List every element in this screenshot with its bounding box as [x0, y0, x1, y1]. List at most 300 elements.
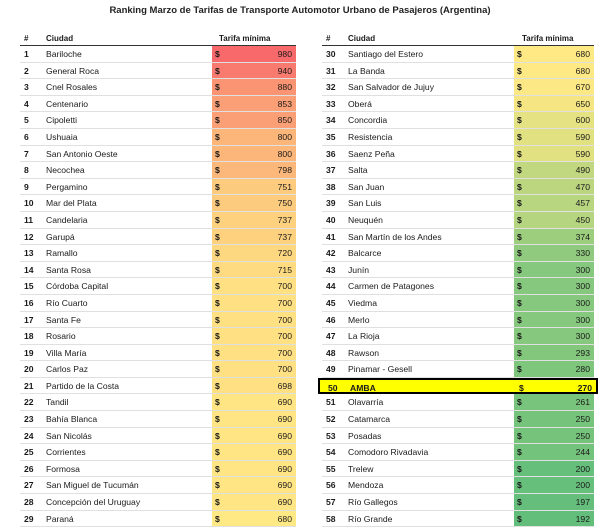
fare-cell — [212, 129, 296, 145]
fare-cell — [212, 428, 296, 444]
currency-symbol: $ — [215, 82, 220, 93]
city-cell: AMBA — [350, 382, 376, 393]
fare-value: 853 — [277, 98, 292, 109]
currency-symbol: $ — [215, 214, 220, 225]
city-cell: La Rioja — [348, 331, 380, 342]
currency-symbol: $ — [215, 480, 220, 491]
table-row — [20, 112, 296, 129]
table-row — [20, 361, 296, 378]
table-row — [322, 162, 594, 179]
currency-symbol: $ — [215, 115, 220, 126]
page-title: Ranking Marzo de Tarifas de Transporte Automotor Urbano de Pasajeros (Argentina) — [109, 5, 491, 16]
currency-symbol: $ — [517, 281, 522, 292]
rank-cell: 41 — [326, 231, 336, 242]
header-city: Ciudad — [348, 34, 376, 43]
city-cell: San Martín de los Andes — [348, 231, 442, 242]
currency-symbol: $ — [215, 364, 220, 375]
rank-cell: 14 — [24, 264, 34, 275]
fare-value: 680 — [575, 49, 590, 59]
table-row — [322, 361, 594, 378]
city-cell: Resistencia — [348, 131, 393, 142]
fare-cell — [212, 461, 296, 477]
fare-value: 200 — [575, 463, 590, 474]
currency-symbol: $ — [517, 397, 522, 408]
rank-cell: 26 — [24, 463, 34, 474]
fare-cell — [212, 361, 296, 377]
city-cell: Pinamar - Gesell — [348, 364, 412, 375]
table-row — [20, 245, 296, 262]
rank-cell: 43 — [326, 264, 336, 275]
currency-symbol: $ — [517, 248, 522, 259]
currency-symbol: $ — [517, 463, 522, 474]
table-row — [322, 112, 594, 129]
table-row — [20, 378, 296, 395]
rank-cell: 13 — [24, 248, 34, 259]
fare-value: 751 — [277, 181, 292, 192]
city-cell: Ramallo — [46, 248, 78, 259]
fare-value: 700 — [277, 297, 292, 308]
table-row — [20, 477, 296, 494]
city-cell: Concordia — [348, 115, 388, 126]
currency-symbol: $ — [517, 264, 522, 275]
currency-symbol: $ — [215, 49, 220, 59]
rank-cell: 11 — [24, 214, 34, 225]
currency-symbol: $ — [517, 447, 522, 458]
fare-cell — [514, 394, 594, 410]
currency-symbol: $ — [517, 347, 522, 358]
fare-cell — [514, 295, 594, 311]
fare-value: 690 — [277, 463, 292, 474]
currency-symbol: $ — [517, 131, 522, 142]
fare-cell — [514, 312, 594, 328]
city-cell: Salta — [348, 165, 368, 176]
fare-value: 940 — [277, 65, 292, 76]
fare-cell — [514, 63, 594, 79]
currency-symbol: $ — [517, 82, 522, 93]
fare-cell — [212, 328, 296, 344]
rank-cell: 48 — [326, 347, 336, 358]
city-cell: Oberá — [348, 98, 372, 109]
city-cell: Necochea — [46, 165, 85, 176]
fare-value: 261 — [575, 397, 590, 408]
table-row — [322, 129, 594, 146]
city-cell: Rosario — [46, 331, 76, 342]
city-cell: Carlos Paz — [46, 364, 89, 375]
fare-value: 750 — [277, 198, 292, 209]
fare-value: 280 — [575, 364, 590, 375]
fare-value: 250 — [575, 430, 590, 441]
table-row — [322, 444, 594, 461]
currency-symbol: $ — [517, 115, 522, 126]
fare-cell — [212, 345, 296, 361]
currency-symbol: $ — [215, 98, 220, 109]
city-cell: Río Grande — [348, 513, 393, 524]
fare-cell — [212, 477, 296, 493]
city-cell: Río Gallegos — [348, 497, 398, 508]
table-row — [20, 96, 296, 113]
rank-cell: 34 — [326, 115, 336, 126]
city-cell: Bariloche — [46, 49, 82, 59]
rank-cell: 35 — [326, 131, 336, 142]
city-cell: Posadas — [348, 430, 382, 441]
rank-cell: 3 — [24, 82, 29, 93]
fare-value: 715 — [277, 264, 292, 275]
city-cell: Partido de la Costa — [46, 380, 120, 391]
table-row — [20, 212, 296, 229]
currency-symbol: $ — [517, 49, 522, 59]
rank-cell: 15 — [24, 281, 34, 292]
fare-cell — [212, 212, 296, 228]
rank-cell: 51 — [326, 397, 336, 408]
city-cell: Santiago del Estero — [348, 49, 424, 59]
fare-cell — [212, 411, 296, 427]
table-row — [20, 262, 296, 279]
rank-cell: 55 — [326, 463, 336, 474]
fare-value: 690 — [277, 430, 292, 441]
fare-cell — [514, 112, 594, 128]
fare-value: 457 — [575, 198, 590, 209]
fare-value: 300 — [575, 314, 590, 325]
table-row — [20, 444, 296, 461]
currency-symbol: $ — [517, 181, 522, 192]
table-row — [322, 312, 594, 329]
fare-cell — [212, 511, 296, 527]
fare-cell — [212, 179, 296, 195]
currency-symbol: $ — [517, 331, 522, 342]
rank-cell: 12 — [24, 231, 34, 242]
city-cell: Corrientes — [46, 447, 86, 458]
rank-cell: 31 — [326, 65, 336, 76]
currency-symbol: $ — [215, 248, 220, 259]
rank-cell: 58 — [326, 513, 336, 524]
city-cell: Tandil — [46, 397, 69, 408]
rank-cell: 24 — [24, 430, 34, 441]
fare-cell — [212, 46, 296, 62]
fare-cell — [514, 328, 594, 344]
fare-value: 690 — [277, 397, 292, 408]
table-row — [20, 328, 296, 345]
rank-cell: 46 — [326, 314, 336, 325]
currency-symbol: $ — [215, 463, 220, 474]
currency-symbol: $ — [215, 181, 220, 192]
city-cell: San Luis — [348, 198, 382, 209]
currency-symbol: $ — [215, 380, 220, 391]
currency-symbol: $ — [519, 382, 524, 393]
rank-cell: 10 — [24, 198, 34, 209]
table-row — [20, 345, 296, 362]
table-row — [322, 328, 594, 345]
fare-cell — [514, 361, 594, 377]
currency-symbol: $ — [517, 297, 522, 308]
table-row — [322, 394, 594, 411]
fare-cell — [514, 162, 594, 178]
currency-symbol: $ — [517, 148, 522, 159]
table-header — [322, 33, 594, 46]
currency-symbol: $ — [215, 447, 220, 458]
city-cell: San Miguel de Tucumán — [46, 480, 139, 491]
city-cell: Olavarría — [348, 397, 384, 408]
city-cell: San Nicolás — [46, 430, 92, 441]
currency-symbol: $ — [215, 65, 220, 76]
table-row — [322, 63, 594, 80]
rank-cell: 54 — [326, 447, 336, 458]
fare-cell — [514, 278, 594, 294]
fare-value: 737 — [277, 231, 292, 242]
rank-cell: 50 — [328, 382, 338, 393]
table-row — [322, 295, 594, 312]
rank-cell: 45 — [326, 297, 336, 308]
fare-value: 670 — [575, 82, 590, 93]
fare-cell — [212, 262, 296, 278]
fare-cell — [514, 428, 594, 444]
rank-cell: 38 — [326, 181, 336, 192]
table-row — [322, 477, 594, 494]
currency-symbol: $ — [215, 165, 220, 176]
city-cell: La Banda — [348, 65, 385, 76]
fare-cell — [514, 411, 594, 427]
fare-value: 850 — [277, 115, 292, 126]
fare-cell — [212, 494, 296, 510]
fare-cell — [514, 477, 594, 493]
fare-value: 880 — [277, 82, 292, 93]
rank-cell: 21 — [24, 380, 34, 391]
fare-value: 270 — [577, 382, 592, 393]
fare-value: 800 — [277, 131, 292, 142]
rank-cell: 22 — [24, 397, 34, 408]
rank-cell: 30 — [326, 49, 336, 59]
fare-cell — [514, 262, 594, 278]
fare-cell — [212, 112, 296, 128]
fare-value: 700 — [277, 331, 292, 342]
city-cell: Balcarce — [348, 248, 382, 259]
fare-cell — [514, 46, 594, 62]
fare-cell — [514, 129, 594, 145]
currency-symbol: $ — [215, 264, 220, 275]
rank-cell: 36 — [326, 148, 336, 159]
fare-value: 200 — [575, 480, 590, 491]
fare-value: 700 — [277, 281, 292, 292]
rank-cell: 4 — [24, 98, 29, 109]
table-row — [20, 494, 296, 511]
fare-cell — [514, 195, 594, 211]
currency-symbol: $ — [517, 214, 522, 225]
fare-value: 600 — [575, 115, 590, 126]
table-row — [322, 46, 594, 63]
fare-cell — [514, 146, 594, 162]
table-row — [322, 229, 594, 246]
currency-symbol: $ — [215, 314, 220, 325]
header-fare: Tarifa mínima — [219, 34, 271, 43]
city-cell: General Roca — [46, 65, 100, 76]
fare-value: 300 — [575, 297, 590, 308]
fare-value: 700 — [277, 314, 292, 325]
table-row — [20, 162, 296, 179]
city-cell: Comodoro Rivadavia — [348, 447, 429, 458]
currency-symbol: $ — [215, 497, 220, 508]
rank-cell: 6 — [24, 131, 29, 142]
table-row — [322, 411, 594, 428]
currency-symbol: $ — [215, 397, 220, 408]
rank-cell: 1 — [24, 49, 29, 59]
header-rank: # — [24, 34, 29, 43]
fare-cell — [514, 494, 594, 510]
rank-cell: 17 — [24, 314, 34, 325]
rank-cell: 20 — [24, 364, 34, 375]
table-row — [322, 79, 594, 96]
city-cell: Villa María — [46, 347, 87, 358]
table-row — [322, 278, 594, 295]
table-row — [322, 212, 594, 229]
city-cell: Merlo — [348, 314, 370, 325]
table-row — [20, 129, 296, 146]
fare-value: 690 — [277, 414, 292, 425]
currency-symbol: $ — [517, 364, 522, 375]
fare-value: 300 — [575, 281, 590, 292]
city-cell: Bahía Blanca — [46, 414, 98, 425]
fare-cell — [212, 229, 296, 245]
rank-cell: 47 — [326, 331, 336, 342]
table-row — [20, 195, 296, 212]
currency-symbol: $ — [517, 98, 522, 109]
table-row — [322, 494, 594, 511]
rank-cell: 5 — [24, 115, 29, 126]
table-row — [20, 511, 296, 527]
city-cell: Córdoba Capital — [46, 281, 109, 292]
fare-value: 680 — [575, 65, 590, 76]
table-row — [322, 96, 594, 113]
fare-value: 700 — [277, 364, 292, 375]
fare-value: 698 — [277, 380, 292, 391]
city-cell: Cipoletti — [46, 115, 78, 126]
rank-cell: 42 — [326, 248, 336, 259]
fare-cell — [514, 345, 594, 361]
fare-cell — [212, 444, 296, 460]
fare-cell — [514, 511, 594, 527]
city-cell: Mendoza — [348, 480, 384, 491]
rank-cell: 25 — [24, 447, 34, 458]
currency-symbol: $ — [215, 148, 220, 159]
table-row — [322, 195, 594, 212]
rank-cell: 8 — [24, 165, 29, 176]
fare-value: 690 — [277, 497, 292, 508]
city-cell: Centenario — [46, 98, 89, 109]
fare-value: 800 — [277, 148, 292, 159]
fare-value: 470 — [575, 181, 590, 192]
fare-value: 798 — [277, 165, 292, 176]
currency-symbol: $ — [215, 347, 220, 358]
table-row — [20, 229, 296, 246]
rank-cell: 23 — [24, 414, 34, 425]
city-cell: Santa Rosa — [46, 264, 91, 275]
rank-cell: 39 — [326, 198, 336, 209]
fare-cell — [514, 444, 594, 460]
rank-cell: 18 — [24, 331, 34, 342]
city-cell: Catamarca — [348, 414, 391, 425]
currency-symbol: $ — [517, 198, 522, 209]
city-cell: Concepción del Uruguay — [46, 497, 141, 508]
city-cell: Pergamino — [46, 181, 88, 192]
rank-cell: 29 — [24, 513, 34, 524]
rank-cell: 44 — [326, 281, 336, 292]
currency-symbol: $ — [215, 297, 220, 308]
fare-value: 244 — [575, 447, 590, 458]
city-cell: Neuquén — [348, 214, 383, 225]
rank-cell: 19 — [24, 347, 34, 358]
highlighted-row — [318, 378, 598, 395]
table-row — [20, 295, 296, 312]
fare-value: 590 — [575, 131, 590, 142]
currency-symbol: $ — [215, 513, 220, 524]
fare-cell — [212, 278, 296, 294]
table-row — [20, 278, 296, 295]
rank-cell: 7 — [24, 148, 29, 159]
rank-cell: 53 — [326, 430, 336, 441]
table-row — [322, 428, 594, 445]
fare-value: 330 — [575, 248, 590, 259]
fare-value: 690 — [277, 447, 292, 458]
fare-cell — [212, 195, 296, 211]
fare-cell — [514, 245, 594, 261]
currency-symbol: $ — [215, 198, 220, 209]
currency-symbol: $ — [215, 331, 220, 342]
rank-cell: 32 — [326, 82, 336, 93]
fare-value: 980 — [277, 49, 292, 59]
table-row — [322, 179, 594, 196]
city-cell: San Salvador de Jujuy — [348, 82, 434, 93]
city-cell: Ushuaia — [46, 131, 78, 142]
currency-symbol: $ — [215, 231, 220, 242]
city-cell: Garupá — [46, 231, 75, 242]
city-cell: Rawson — [348, 347, 380, 358]
fare-value: 197 — [575, 497, 590, 508]
rank-cell: 33 — [326, 98, 336, 109]
header-fare: Tarifa mínima — [522, 34, 574, 43]
table-row — [322, 146, 594, 163]
city-cell: Trelew — [348, 463, 374, 474]
table-row — [20, 46, 296, 63]
fare-cell — [514, 229, 594, 245]
fare-value: 650 — [575, 98, 590, 109]
fare-value: 680 — [277, 513, 292, 524]
currency-symbol: $ — [517, 513, 522, 524]
fare-cell — [212, 79, 296, 95]
currency-symbol: $ — [215, 281, 220, 292]
fare-cell — [514, 96, 594, 112]
fare-cell — [212, 312, 296, 328]
table-row — [20, 312, 296, 329]
currency-symbol: $ — [517, 497, 522, 508]
city-cell: Saenz Peña — [348, 148, 395, 159]
fare-cell — [212, 63, 296, 79]
city-cell: San Juan — [348, 181, 385, 192]
city-cell: Mar del Plata — [46, 198, 97, 209]
rank-cell: 16 — [24, 297, 34, 308]
ranking-table-right — [322, 33, 594, 527]
table-row — [322, 345, 594, 362]
currency-symbol: $ — [215, 414, 220, 425]
table-row — [20, 146, 296, 163]
rank-cell: 9 — [24, 181, 29, 192]
header-rank: # — [326, 34, 331, 43]
fare-value: 300 — [575, 264, 590, 275]
fare-cell — [212, 146, 296, 162]
rank-cell: 57 — [326, 497, 336, 508]
rank-cell: 27 — [24, 480, 34, 491]
city-cell: San Antonio Oeste — [46, 148, 118, 159]
fare-value: 590 — [575, 148, 590, 159]
fare-value: 250 — [575, 414, 590, 425]
fare-cell — [212, 394, 296, 410]
